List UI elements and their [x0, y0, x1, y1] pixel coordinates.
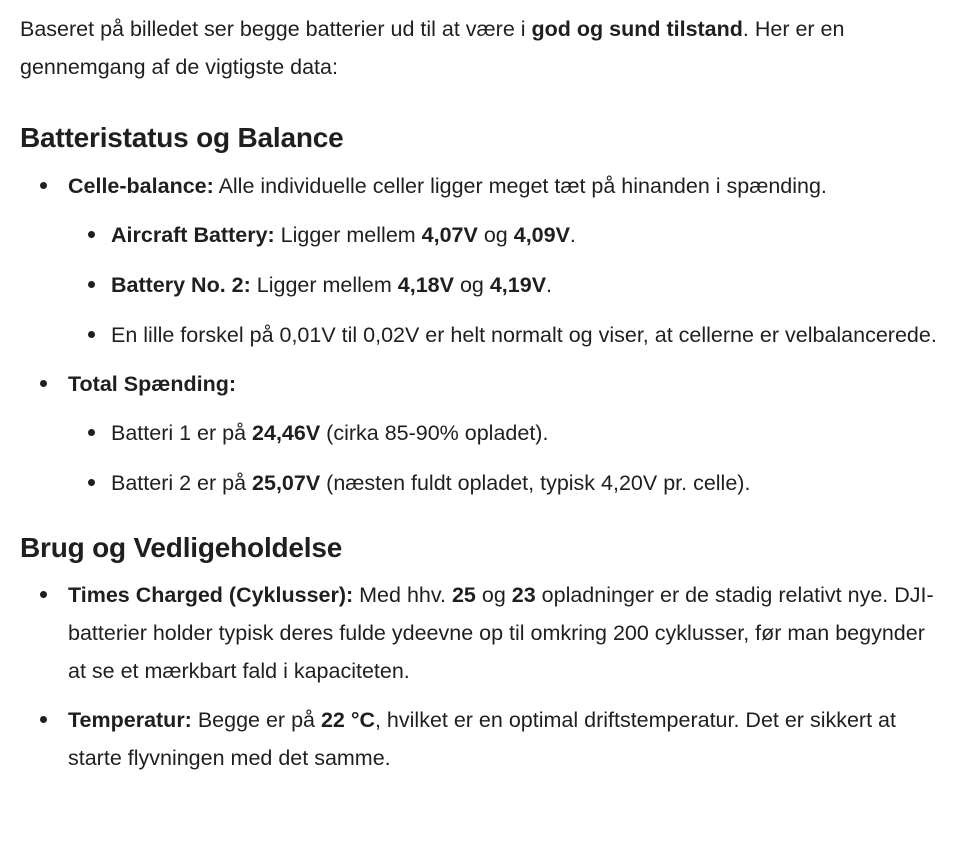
list-item-aircraft-battery	[68, 216, 942, 254]
total-voltage-sublist	[68, 414, 942, 502]
list-item-battery-2	[68, 464, 942, 502]
cycle-count: 25	[451, 583, 476, 607]
item-text: Batteri 2 er på	[111, 471, 253, 495]
item-label: Aircraft Battery:	[111, 223, 275, 247]
intro-text: Baseret på billedet ser begge batterier ud til at være i	[20, 17, 532, 41]
item-label: Times Charged (Cyklusser):	[68, 583, 354, 607]
list-item-battery-1	[68, 414, 942, 452]
item-text: Begge er på	[191, 708, 321, 732]
voltage-value: 24,46V	[252, 421, 321, 445]
battery-status-list	[20, 167, 942, 502]
item-text: .	[546, 273, 553, 297]
cycle-count: 23	[511, 583, 536, 607]
item-text: og	[475, 583, 512, 607]
item-text: .	[569, 223, 576, 247]
item-text: Batteri 1 er på	[111, 421, 253, 445]
item-label: Battery No. 2:	[111, 273, 251, 297]
item-text: Ligger mellem	[250, 273, 398, 297]
temperature-value: 22 °C	[320, 708, 375, 732]
item-text: og	[453, 273, 490, 297]
list-item-battery-no-2	[68, 266, 942, 304]
item-text: Ligger mellem	[274, 223, 422, 247]
item-text: opladninger er de stadig relativt nye. DJI-batterier holder typisk deres fulde ydeevne op til omkring 200 cyklusser, før man begynder at se et mærkbart fald i kapaciteten.	[68, 583, 934, 683]
cell-balance-sublist	[68, 216, 942, 354]
item-label: Temperatur:	[68, 708, 192, 732]
section-heading-usage-maintenance: Brug og Vedligeholdelse	[20, 532, 343, 563]
item-label: Celle-balance:	[68, 174, 214, 198]
voltage-value: 4,09V	[513, 223, 570, 247]
voltage-value: 4,19V	[489, 273, 547, 297]
list-item-cell-balance	[20, 167, 942, 354]
section-heading-battery-status: Batteristatus og Balance	[20, 122, 344, 153]
intro-emphasis: god og sund tilstand	[531, 17, 743, 41]
item-text: Med hhv.	[353, 583, 452, 607]
item-label: Total Spænding:	[68, 372, 236, 396]
list-item-balance-note: En lille forskel på 0,01V til 0,02V er helt normalt og viser, at cellerne er velbalancerede.	[68, 316, 942, 354]
list-item-total-voltage	[20, 365, 942, 502]
item-text: Alle individuelle celler ligger meget tæt på hinanden i spænding.	[213, 174, 827, 198]
voltage-value: 4,18V	[397, 273, 454, 297]
item-text: (cirka 85-90% opladet).	[320, 421, 549, 445]
list-item-temperature	[20, 701, 942, 777]
item-text: , hvilket er en optimal driftstemperatur. Det er sikkert at starte flyvningen med det samme.	[68, 708, 896, 770]
usage-list	[20, 576, 942, 777]
voltage-value: 4,07V	[421, 223, 478, 247]
intro-paragraph	[20, 10, 942, 86]
item-text: (næsten fuldt opladet, typisk 4,20V pr. celle).	[320, 471, 751, 495]
voltage-value: 25,07V	[252, 471, 321, 495]
intro-text-end: . Her er en gennemgang af de vigtigste data:	[20, 17, 845, 79]
list-item-times-charged	[20, 576, 942, 690]
item-text: og	[477, 223, 514, 247]
